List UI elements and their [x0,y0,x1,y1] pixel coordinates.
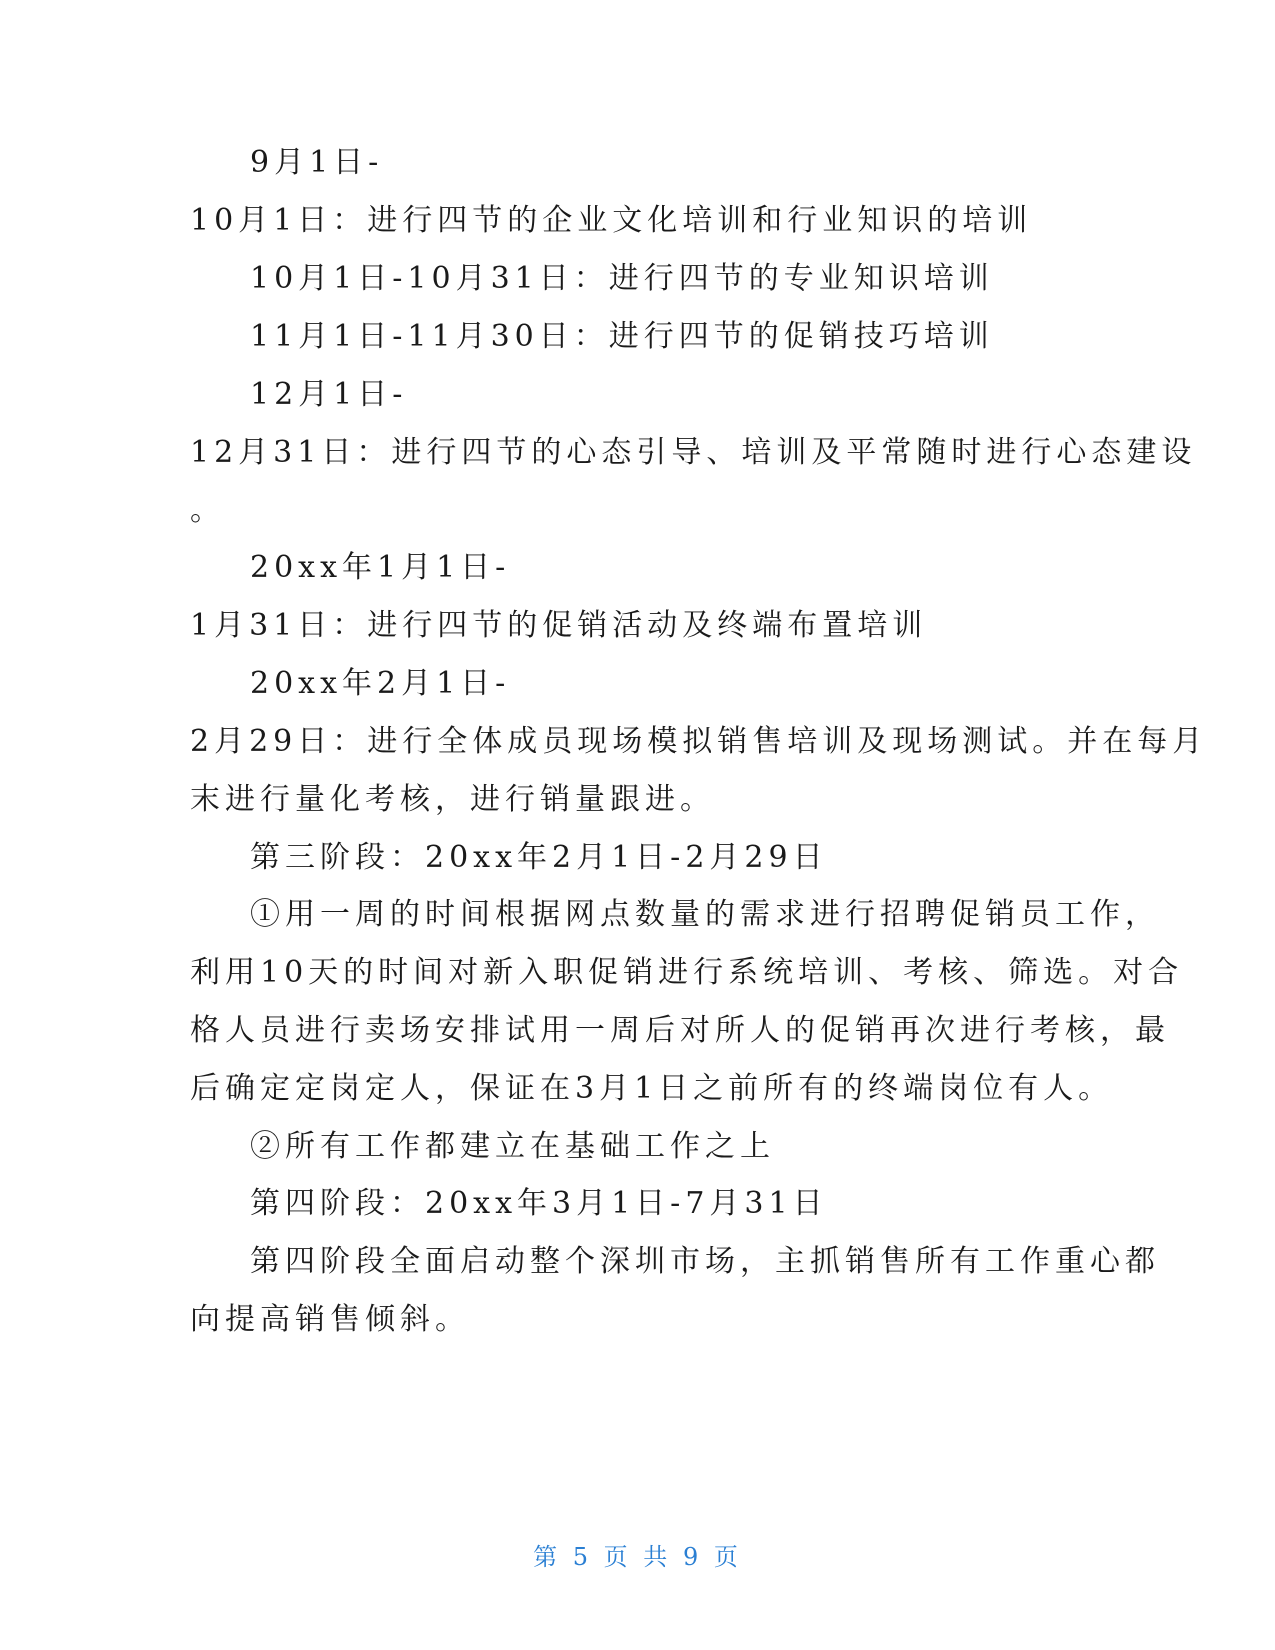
text-line: 。 [190,493,225,528]
text-line: 10月1日：进行四节的企业文化培训和行业知识的培训 [190,203,1033,238]
text-line: ②所有工作都建立在基础工作之上 [250,1129,775,1164]
text-line: 格人员进行卖场安排试用一周后对所人的促销再次进行考核，最 [190,1013,1170,1048]
text-line: 9月1日- [250,145,384,180]
text-line: 12月1日- [250,377,408,412]
text-line: 20xx年2月1日- [250,666,511,701]
text-line: 1月31日：进行四节的促销活动及终端布置培训 [190,608,928,643]
text-line: 20xx年1月1日- [250,550,511,585]
text-line: 10月1日-10月31日：进行四节的专业知识培训 [250,261,994,296]
text-line: 末进行量化考核，进行销量跟进。 [190,782,715,817]
text-line: 11月1日-11月30日：进行四节的促销技巧培训 [250,319,994,354]
section-heading: 第四阶段：20xx年3月1日-7月31日 [250,1186,828,1221]
text-line: 第四阶段全面启动整个深圳市场，主抓销售所有工作重心都 [250,1244,1160,1279]
text-line: ①用一周的时间根据网点数量的需求进行招聘促销员工作， [250,897,1160,932]
section-heading: 第三阶段：20xx年2月1日-2月29日 [250,840,828,875]
text-line: 利用10天的时间对新入职促销进行系统培训、考核、筛选。对合 [190,955,1184,990]
page-number-footer: 第 5 页 共 9 页 [533,1543,742,1571]
text-line: 向提高销售倾斜。 [190,1302,470,1337]
text-line: 后确定定岗定人，保证在3月1日之前所有的终端岗位有人。 [190,1071,1114,1106]
text-line: 2月29日：进行全体成员现场模拟销售培训及现场测试。并在每月 [190,724,1208,759]
text-line: 12月31日：进行四节的心态引导、培训及平常随时进行心态建设 [190,435,1197,470]
